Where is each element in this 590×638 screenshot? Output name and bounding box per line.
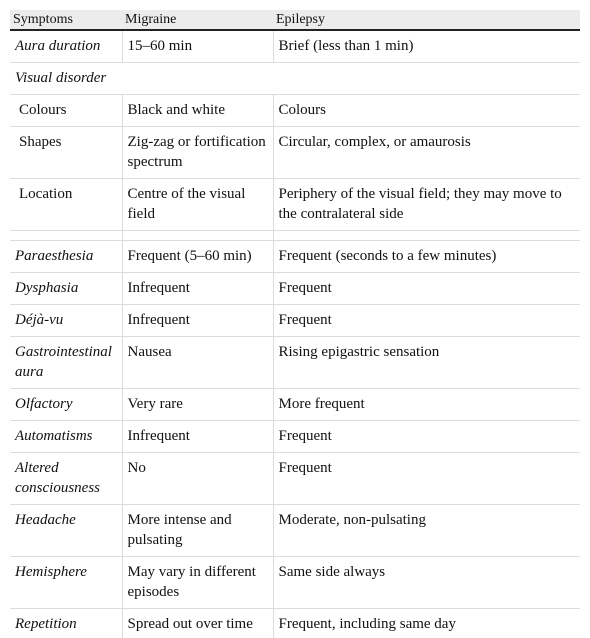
symptom-cell: Paraesthesia [10,241,122,273]
header-epilepsy: Epilepsy [273,10,580,30]
epilepsy-cell: Frequent (seconds to a few minutes) [273,241,580,273]
symptom-cell: Repetition [10,609,122,638]
symptom-cell: Aura duration [10,30,122,63]
epilepsy-cell: Frequent, including same day [273,609,580,638]
table-row [10,453,580,505]
symptom-cell: Shapes [10,127,122,179]
migraine-cell: Infrequent [122,273,273,305]
symptom-cell: Colours [10,95,122,127]
table-row [10,557,580,609]
symptom-cell: Automatisms [10,421,122,453]
epilepsy-cell: Rising epigastric sensation [273,337,580,389]
migraine-cell: Infrequent [122,305,273,337]
table-row [10,273,580,305]
migraine-cell: Spread out over time [122,609,273,638]
header-row [10,10,580,30]
comparison-table [10,10,580,638]
epilepsy-cell: Frequent [273,453,580,505]
spacer-row [10,231,580,241]
migraine-cell: Very rare [122,389,273,421]
section-heading: Visual disorder [10,63,580,95]
table-row [10,389,580,421]
migraine-cell: May vary in different episodes [122,557,273,609]
symptom-cell: Déjà-vu [10,305,122,337]
table-row [10,127,580,179]
symptom-cell: Altered consciousness [10,453,122,505]
epilepsy-cell: Brief (less than 1 min) [273,30,580,63]
symptom-cell: Location [10,179,122,231]
migraine-cell: Centre of the visual field [122,179,273,231]
header-symptoms: Symptoms [10,10,122,30]
migraine-cell: No [122,453,273,505]
section-row [10,63,580,95]
header-migraine: Migraine [122,10,273,30]
table-row [10,30,580,63]
migraine-cell: Black and white [122,95,273,127]
epilepsy-cell: Periphery of the visual field; they may move to the contralateral side [273,179,580,231]
epilepsy-cell: Circular, complex, or amaurosis [273,127,580,179]
migraine-cell: Frequent (5–60 min) [122,241,273,273]
migraine-cell: Infrequent [122,421,273,453]
table-row [10,241,580,273]
table-row [10,305,580,337]
symptom-cell: Olfactory [10,389,122,421]
symptom-cell: Gastrointestinal aura [10,337,122,389]
symptom-cell: Headache [10,505,122,557]
symptom-cell: Dysphasia [10,273,122,305]
epilepsy-cell: Frequent [273,273,580,305]
epilepsy-cell: More frequent [273,389,580,421]
table-row [10,337,580,389]
table-row [10,505,580,557]
epilepsy-cell: Frequent [273,421,580,453]
table-row [10,179,580,231]
table-row [10,609,580,638]
epilepsy-cell: Moderate, non-pulsating [273,505,580,557]
symptom-cell: Hemisphere [10,557,122,609]
symptom-rows [10,241,580,638]
migraine-cell: Zig-zag or fortification spectrum [122,127,273,179]
epilepsy-cell: Frequent [273,305,580,337]
migraine-cell: Nausea [122,337,273,389]
migraine-cell: 15–60 min [122,30,273,63]
table-row [10,95,580,127]
epilepsy-cell: Same side always [273,557,580,609]
migraine-cell: More intense and pulsating [122,505,273,557]
epilepsy-cell: Colours [273,95,580,127]
table-row [10,421,580,453]
